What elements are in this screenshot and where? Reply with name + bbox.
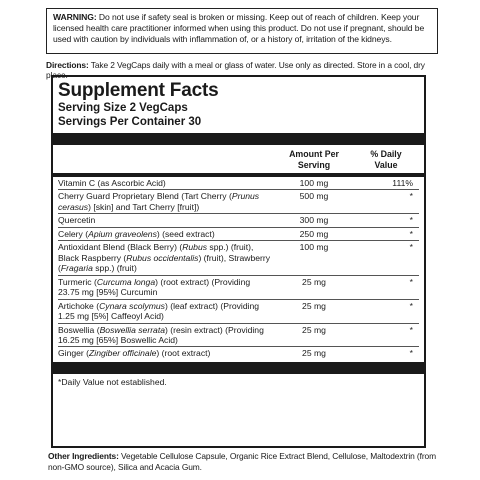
supplement-facts-panel [51,75,426,448]
nutrient-rows [58,177,419,360]
nutrient-daily-value: 111% [392,177,413,188]
nutrient-row [58,300,419,324]
thick-divider [53,133,424,145]
nutrient-daily-value: * [409,228,413,239]
ingredients-text: Vegetable Cellulose Capsule, Organic Rice Extract Blend, Cellulose, Maltodextrin (from non-GMO source), Silica and Acacia Gum. [48,451,436,472]
nutrient-amount: 250 mg [299,228,329,239]
nutrient-name: Ginger (Zingiber officinale) (root extract) [58,348,211,359]
nutrient-name: Artichoke (Cynara scolymus) (leaf extract) (Providing 1.25 mg [5%] Caffeoyl Acid) [58,300,260,322]
nutrient-amount: 25 mg [302,348,326,359]
nutrient-amount: 25 mg [302,276,326,287]
nutrient-amount: 100 mg [299,242,329,253]
other-ingredients [48,451,440,473]
nutrient-name: Boswellia (Boswellia serrata) (resin extract) (Providing 16.25 mg [65%] Boswellic Acid) [58,324,264,345]
nutrient-name: Turmeric (Curcuma longa) (root extract) (Providing 23.75 mg [95%] Curcumin [58,276,251,298]
nutrient-daily-value: * [409,324,413,335]
nutrient-row [58,177,419,190]
ingredients-label: Other Ingredients: [48,451,119,461]
nutrient-row [58,214,419,227]
nutrient-name: Quercetin [58,215,96,226]
directions-label: Directions: [46,60,89,70]
column-headers [58,145,419,172]
warning-box [46,8,438,54]
nutrient-daily-value: * [409,242,413,253]
footnote: *Daily Value not established. [58,376,167,387]
nutrient-name: Cherry Guard Proprietary Blend (Tart Cherry (Prunus cerasus) [skin] and Tart Cherry [fruit]) [58,191,260,212]
nutrient-daily-value: * [409,191,413,202]
nutrient-amount: 25 mg [302,300,326,311]
nutrient-row [58,347,419,359]
nutrient-daily-value: * [409,215,413,226]
nutrient-amount: 25 mg [302,324,326,335]
nutrient-row [58,276,419,300]
nutrient-name: Celery (Apium graveolens) (seed extract) [58,228,215,239]
nutrient-name: Antioxidant Blend (Black Berry) (Rubus spp.) (fruit), Black Raspberry (Rubus occidentalis) (fruit), Strawberry (Fragaria spp.) (fruit) [58,242,271,274]
warning-label: WARNING: [53,12,97,22]
nutrient-row [58,228,419,241]
nutrient-row [58,241,419,275]
nutrient-amount: 300 mg [299,215,329,226]
warning-text: Do not use if safety seal is broken or missing. Keep out of reach of children. Keep your licensed health care practitioner informed when using this product. Do not use if pregnant, should be used with caution by individuals with inflammation of, or a history of, irritation of the kidneys. [53,12,425,44]
amount-header: Amount Per Serving [289,149,339,170]
nutrient-name: Vitamin C (as Ascorbic Acid) [58,177,166,188]
nutrient-amount: 500 mg [299,191,329,202]
nutrient-daily-value: * [409,276,413,287]
serving-size: Serving Size 2 VegCaps [58,101,188,114]
servings-per-container: Servings Per Container 30 [58,115,202,128]
nutrient-amount: 100 mg [299,177,329,188]
nutrient-daily-value: * [409,348,413,359]
facts-title: Supplement Facts [58,80,219,101]
nutrient-row [58,324,419,348]
bottom-divider [53,362,424,374]
nutrient-row [58,190,419,214]
directions-text: Take 2 VegCaps daily with a meal or glass of water. Use only as directed. Store in a cool, dry place. [46,60,425,81]
daily-value-header: % Daily Value [370,149,402,170]
nutrient-daily-value: * [409,300,413,311]
